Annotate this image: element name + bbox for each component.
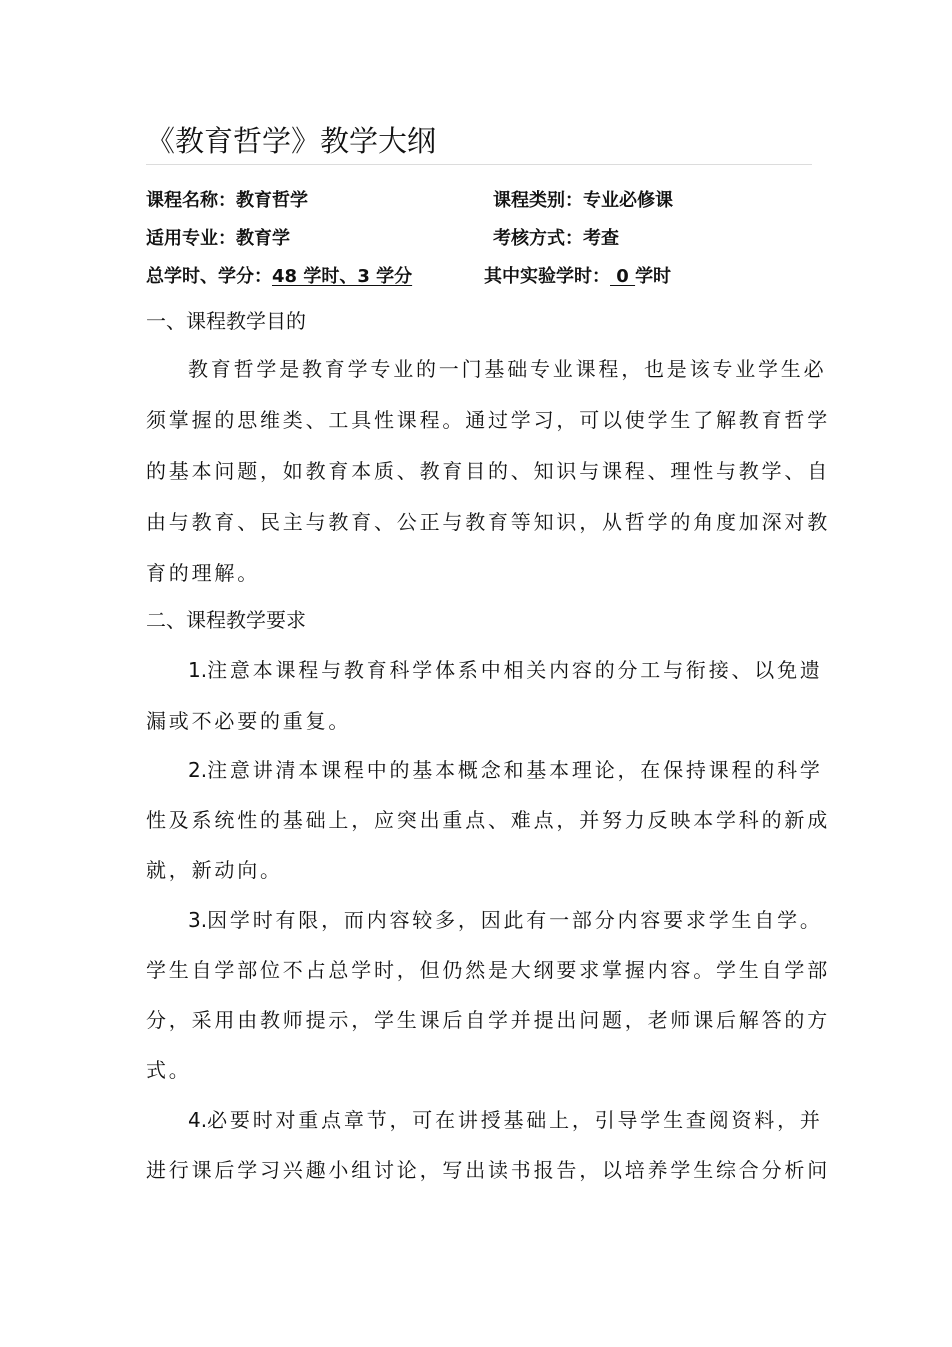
requirement-line: 性及系统性的基础上，应突出重点、难点，并努力反映本学科的新成 <box>146 808 830 832</box>
hours-label: 总学时、学分： <box>146 266 272 287</box>
section1-line: 教育哲学是教育学专业的一门基础专业课程，也是该专业学生必 <box>188 357 827 381</box>
requirement-item-1 <box>188 656 823 684</box>
exam-field <box>493 227 619 251</box>
requirement-line: 学生自学部位不占总学时，但仍然是大纲要求掌握内容。学生自学部 <box>146 958 830 982</box>
lab-hours-unit: 学时 <box>635 266 672 287</box>
lab-hours-value: 0 <box>610 266 636 287</box>
hours-value: 48 学时、3 学分 <box>272 266 413 287</box>
section1-line: 由与教育、民主与教育、公正与教育等知识，从哲学的角度加深对教 <box>146 510 830 534</box>
section1-heading: 一、课程教学目的 <box>146 309 306 333</box>
major-field <box>146 227 290 251</box>
exam-label: 考核方式： <box>493 228 583 249</box>
section2-heading: 二、课程教学要求 <box>146 608 306 632</box>
item-text: 注意讲清本课程中的基本概念和基本理论，在保持课程的科学 <box>207 758 823 782</box>
lab-hours-field <box>484 265 671 289</box>
item-number: 1. <box>188 658 208 682</box>
requirement-line: 分，采用由教师提示，学生课后自学并提出问题，老师课后解答的方 <box>146 1008 830 1032</box>
item-text: 必要时对重点章节，可在讲授基础上，引导学生查阅资料，并 <box>207 1108 823 1132</box>
course-type-value: 专业必修课 <box>583 190 673 211</box>
section1-line: 须掌握的思维类、工具性课程。通过学习，可以使学生了解教育哲学 <box>146 408 830 432</box>
course-type-label: 课程类别： <box>493 190 583 211</box>
course-name-field <box>146 189 308 213</box>
course-name-label: 课程名称： <box>146 190 236 211</box>
item-text: 因学时有限，而内容较多，因此有一部分内容要求学生自学。 <box>207 908 823 932</box>
requirement-line: 进行课后学习兴趣小组讨论，写出读书报告，以培养学生综合分析问 <box>146 1158 830 1182</box>
exam-value: 考查 <box>583 228 619 249</box>
lab-hours-label: 其中实验学时： <box>484 266 610 287</box>
section1-line: 的基本问题，如教育本质、教育目的、知识与课程、理性与教学、自 <box>146 459 830 483</box>
hours-field <box>146 265 412 289</box>
major-label: 适用专业： <box>146 228 236 249</box>
item-text: 注意本课程与教育科学体系中相关内容的分工与衔接、以免遗 <box>207 658 823 682</box>
requirement-item-3 <box>188 906 823 934</box>
requirement-line: 就，新动向。 <box>146 858 283 882</box>
requirement-line: 式。 <box>146 1058 192 1082</box>
requirement-item-2 <box>188 756 823 784</box>
item-number: 2. <box>188 758 208 782</box>
title-divider <box>146 164 812 165</box>
requirement-line: 漏或不必要的重复。 <box>146 709 352 733</box>
course-name-value: 教育哲学 <box>236 190 308 211</box>
item-number: 4. <box>188 1108 208 1132</box>
requirement-item-4 <box>188 1106 823 1134</box>
item-number: 3. <box>188 908 208 932</box>
document-title: 《教育哲学》教学大纲 <box>146 124 437 158</box>
section1-line: 育的理解。 <box>146 561 260 585</box>
course-type-field <box>493 189 673 213</box>
major-value: 教育学 <box>236 228 290 249</box>
